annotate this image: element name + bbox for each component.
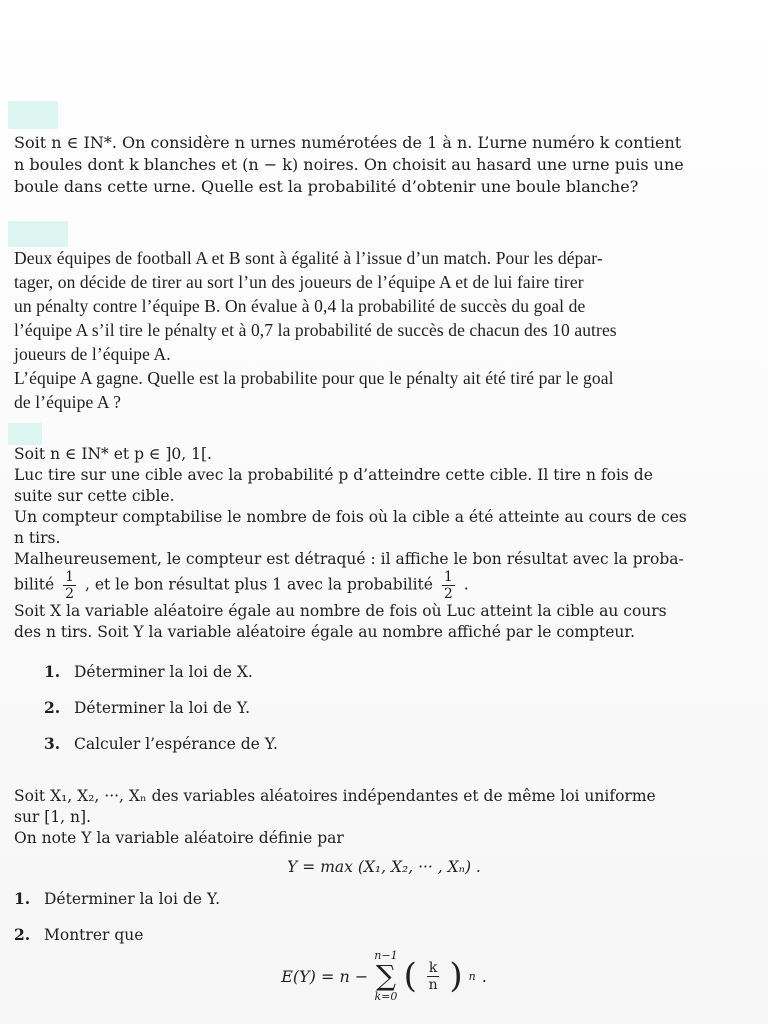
- exercise-1-line-2: n boules dont k blanches et (n − k) noires. On choisit au hasard une urne puis une: [14, 155, 684, 174]
- exercise-3-line-1: Soit n ∈ IN* et p ∈ ]0, 1[.: [14, 445, 212, 463]
- exercise-4: [14, 786, 754, 1002]
- sigma-lower-bound: k=0: [374, 990, 398, 1003]
- exercise-1-line-3: boule dans cette urne. Quelle est la probabilité d’obtenir une boule blanche?: [14, 177, 639, 196]
- fraction-one-half-2: [442, 570, 455, 601]
- question-text: Calculer l’espérance de Y.: [74, 735, 278, 753]
- exercise-3-line-9: des n tirs. Soit Y la variable aléatoire égale au nombre affiché par le compteur.: [14, 623, 636, 641]
- exercise-3-line-3: suite sur cette cible.: [14, 487, 175, 505]
- sigma-symbol: [374, 950, 397, 1002]
- exercise-4-question-list: [14, 888, 754, 946]
- question-text: Montrer que: [44, 926, 144, 944]
- exercise-4-question-2: [14, 924, 754, 946]
- formula-left-side: E(Y) = n −: [281, 966, 369, 986]
- exercise-2-line-2: tager, on décide de tirer au sort l’un des joueurs de l’équipe A et de lui faire tirer: [14, 272, 584, 292]
- exercise-3-question-1: [44, 661, 754, 683]
- exercise-4-line-1: Soit X₁, X₂, ···, Xₙ des variables aléatoires indépendantes et de même loi uniforme: [14, 787, 656, 805]
- sigma-icon: ∑: [375, 959, 396, 992]
- question-number: 1.: [14, 889, 31, 908]
- exercise-3-line-4: Un compteur comptabilise le nombre de fois où la cible a été atteinte au cours de ces: [14, 508, 687, 526]
- question-text: Déterminer la loi de Y.: [74, 699, 251, 717]
- formula-end-period: .: [481, 966, 487, 986]
- exercise-2: [14, 246, 754, 414]
- exercise-2-line-7: de l’équipe A ?: [14, 392, 121, 412]
- exercise-3: [14, 444, 754, 755]
- question-text: Déterminer la loi de X.: [74, 663, 253, 681]
- highlight-mark-3: [8, 423, 42, 445]
- highlight-mark-2: [8, 221, 68, 247]
- exercise-4-question-1: [14, 888, 754, 910]
- exercise-4-formula-2: [14, 950, 754, 1002]
- fraction-numerator: 1: [443, 569, 453, 585]
- exercise-2-line-6: L’équipe A gagne. Quelle est la probabilite pour que le pénalty ait été tiré par le goal: [14, 368, 614, 388]
- left-parenthesis: (: [403, 956, 417, 996]
- exponent: n: [468, 969, 476, 983]
- question-number: 3.: [44, 734, 61, 753]
- highlight-mark-1: [8, 101, 58, 129]
- question-number: 2.: [14, 925, 31, 944]
- fraction-denominator: 2: [443, 586, 453, 602]
- exercise-1-line-1: Soit n ∈ IN*. On considère n urnes numérotées de 1 à n. L’urne numéro k contient: [14, 133, 682, 152]
- fraction-numerator: 1: [65, 569, 75, 585]
- fraction-denominator: n: [428, 976, 438, 993]
- exercise-4-line-3: On note Y la variable aléatoire définie par: [14, 829, 344, 847]
- sigma-upper-bound: n−1: [374, 949, 398, 962]
- fraction-one-half-1: [63, 570, 76, 601]
- exercise-2-line-1: Deux équipes de football A et B sont à égalité à l’issue d’un match. Pour les dépar-: [14, 248, 603, 268]
- question-text: Déterminer la loi de Y.: [44, 890, 221, 908]
- right-parenthesis: ): [449, 956, 463, 996]
- exercise-2-line-5: joueurs de l’équipe A.: [14, 344, 171, 364]
- fraction-k-over-n: [427, 961, 439, 992]
- exercise-3-line-6: Malheureusement, le compteur est détraqué : il affiche le bon résultat avec la proba-: [14, 550, 684, 568]
- fraction-numerator: k: [428, 959, 438, 976]
- exercise-3-question-list: [44, 661, 754, 755]
- exercise-3-line-7-part-1: bilité: [14, 575, 55, 594]
- exercise-1: [14, 132, 754, 198]
- exercise-3-line-5: n tirs.: [14, 529, 61, 547]
- exercise-3-question-2: [44, 697, 754, 719]
- exercise-4-line-2: sur [1, n].: [14, 808, 91, 826]
- fraction-denominator: 2: [65, 586, 75, 602]
- question-number: 2.: [44, 698, 61, 717]
- exercise-2-line-4: l’équipe A s’il tire le pénalty et à 0,7 la probabilité de succès de chacun des 10 autres: [14, 320, 617, 340]
- exercise-3-line-2: Luc tire sur une cible avec la probabilité p d’atteindre cette cible. Il tire n fois de: [14, 466, 653, 484]
- exercise-3-line-7-part-3: .: [463, 575, 469, 594]
- question-number: 1.: [44, 662, 61, 681]
- exercise-3-question-3: [44, 733, 754, 755]
- exercise-2-line-3: un pénalty contre l’équipe B. On évalue à 0,4 la probabilité de succès du goal de: [14, 296, 586, 316]
- exercise-3-line-8: Soit X la variable aléatoire égale au nombre de fois où Luc atteint la cible au cours: [14, 602, 667, 620]
- exercise-3-line-7-part-2: , et le bon résultat plus 1 avec la probabilité: [85, 575, 433, 594]
- expectation-formula: [281, 950, 487, 1002]
- exercise-4-formula-1: Y = max (X₁, X₂, ··· , Xₙ) .: [287, 858, 481, 876]
- exercise-3-line-7: [14, 570, 754, 601]
